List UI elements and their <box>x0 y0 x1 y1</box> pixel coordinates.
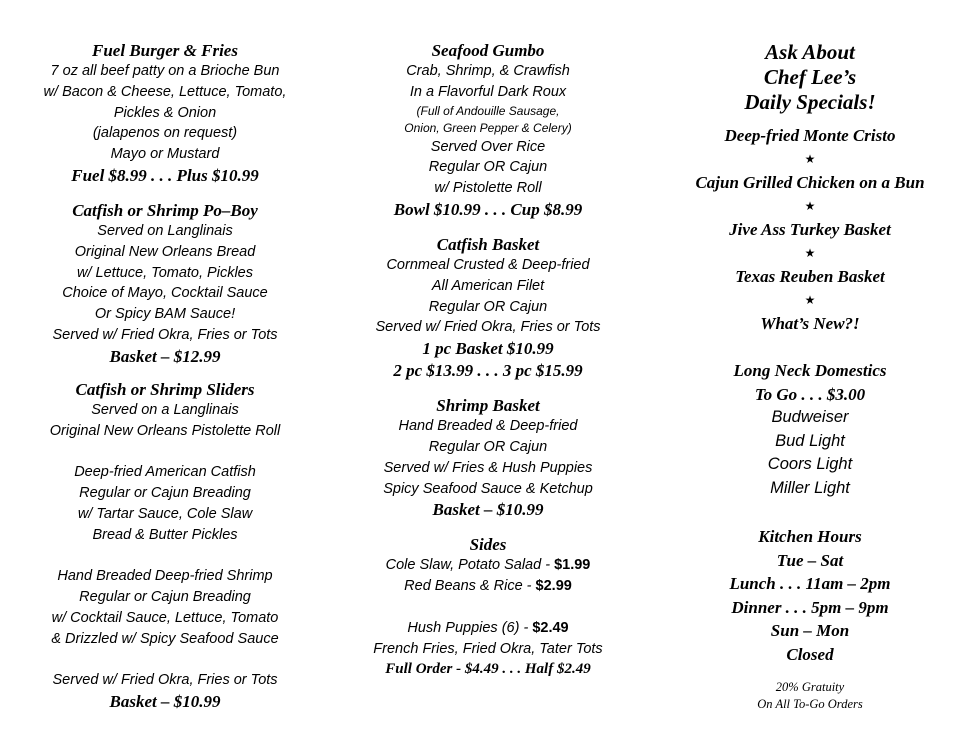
star-icon: ★ <box>804 198 816 213</box>
beer-item: Coors Light <box>767 455 853 473</box>
item-line: Bread & Butter Pickles <box>92 526 238 543</box>
item-line: Served on a Langlinais <box>91 401 239 418</box>
item-title: Catfish or Shrimp Po–Boy <box>72 200 258 220</box>
item-line: Hand Breaded & Deep-fried <box>398 418 578 435</box>
item-line: Regular OR Cajun <box>428 159 548 176</box>
item-line: w/ Cocktail Sauce, Lettuce, Tomato <box>51 609 279 626</box>
poboy-section <box>15 200 315 368</box>
item-line: Regular or Cajun Breading <box>79 484 251 501</box>
star-icon: ★ <box>804 245 816 260</box>
gratuity-note <box>660 679 960 713</box>
header-line: Ask About <box>765 40 855 64</box>
item-line: Choice of Mayo, Cocktail Sauce <box>62 285 268 302</box>
item-line: Deep-fried American Catfish <box>74 464 256 481</box>
item-line: Hand Breaded Deep-fried Shrimp <box>57 568 273 585</box>
hours-section <box>660 525 960 666</box>
item-price: Basket – $12.99 <box>109 346 221 366</box>
hours-title: Kitchen Hours <box>758 527 862 546</box>
hours-line: Tue – Sat <box>776 550 844 570</box>
item-title: Shrimp Basket <box>436 396 540 416</box>
special-item: Jive Ass Turkey Basket <box>729 220 891 239</box>
footer-line: On All To-Go Orders <box>757 697 863 711</box>
hours-line: Lunch . . . 11am – 2pm <box>729 574 891 593</box>
item-line: Served Over Rice <box>430 138 546 155</box>
item-price: Full Order - $4.49 . . . Half $2.49 <box>385 661 591 678</box>
beer-item: Budweiser <box>771 408 849 426</box>
beer-item: Miller Light <box>770 478 850 497</box>
item-line: Served w/ Fries & Hush Puppies <box>383 459 593 476</box>
shrimp-basket-section <box>338 395 638 521</box>
star-icon: ★ <box>804 151 816 166</box>
item-line: Pickles & Onion <box>113 104 217 121</box>
item-price: Fuel $8.99 . . . Plus $10.99 <box>71 165 259 185</box>
item-line: w/ Tartar Sauce, Cole Slaw <box>77 505 253 522</box>
beer-title: Long Neck Domestics <box>733 361 887 380</box>
item-line: (jalapenos on request) <box>92 125 238 142</box>
burger-section <box>15 40 315 187</box>
side-item: Red Beans & Rice - $2.99 <box>404 578 572 595</box>
beer-section <box>660 359 960 500</box>
item-line: w/ Pistolette Roll <box>434 180 542 197</box>
side-item: Hush Puppies (6) - $2.49 <box>407 619 569 636</box>
special-item: Texas Reuben Basket <box>735 267 885 286</box>
sides-section <box>338 534 638 679</box>
item-line: Mayo or Mustard <box>110 146 220 163</box>
side-item: French Fries, Fried Okra, Tater Tots <box>373 640 603 657</box>
hours-line: Closed <box>786 644 834 664</box>
special-item: What’s New?! <box>760 314 860 333</box>
item-line: Original New Orleans Bread <box>74 243 256 260</box>
hours-line: Sun – Mon <box>770 621 850 640</box>
item-price: Basket – $10.99 <box>432 500 544 520</box>
item-line: Or Spicy BAM Sauce! <box>94 306 236 323</box>
sliders-section <box>15 379 315 713</box>
item-line: Regular OR Cajun <box>428 298 548 315</box>
item-price: 2 pc $13.99 . . . 3 pc $15.99 <box>393 361 583 381</box>
item-line: Regular OR Cajun <box>428 438 548 455</box>
menu-column-3 <box>660 40 960 713</box>
item-small-line: (Full of Andouille Sausage, <box>416 103 560 118</box>
menu-column-1 <box>15 40 315 713</box>
item-title: Sides <box>469 535 507 555</box>
specials-list <box>660 124 960 336</box>
star-icon: ★ <box>804 292 816 307</box>
item-price: Basket – $10.99 <box>109 691 221 711</box>
item-line: Served on Langlinais <box>97 222 233 239</box>
item-line: & Drizzled w/ Spicy Seafood Sauce <box>51 630 279 647</box>
item-price: Bowl $10.99 . . . Cup $8.99 <box>393 199 583 219</box>
item-title: Catfish Basket <box>436 234 540 254</box>
item-line: Original New Orleans Pistolette Roll <box>49 422 281 439</box>
beer-item: Bud Light <box>775 431 845 450</box>
item-line: Spicy Seafood Sauce & Ketchup <box>383 480 593 497</box>
special-item: Deep-fried Monte Cristo <box>724 126 896 145</box>
special-item: Cajun Grilled Chicken on a Bun <box>695 173 925 192</box>
menu-column-2 <box>338 40 638 679</box>
item-price: 1 pc Basket $10.99 <box>422 339 554 359</box>
item-line: w/ Bacon & Cheese, Lettuce, Tomato, <box>43 83 287 100</box>
catfish-basket-section <box>338 234 638 382</box>
item-line: All American Filet <box>431 277 545 294</box>
header-line: Daily Specials! <box>744 90 876 114</box>
header-line: Chef Lee’s <box>763 65 857 89</box>
specials-header <box>660 40 960 115</box>
item-line: w/ Lettuce, Tomato, Pickles <box>77 264 253 281</box>
item-title: Fuel Burger & Fries <box>92 41 238 60</box>
item-line: Regular or Cajun Breading <box>79 588 251 605</box>
side-item: Cole Slaw, Potato Salad - $1.99 <box>385 557 591 574</box>
item-line: 7 oz all beef patty on a Brioche Bun <box>50 63 280 79</box>
item-title: Catfish or Shrimp Sliders <box>75 379 255 399</box>
item-line: Cornmeal Crusted & Deep-fried <box>386 256 590 273</box>
item-line: In a Flavorful Dark Roux <box>409 83 567 100</box>
hours-line: Dinner . . . 5pm – 9pm <box>731 597 889 617</box>
gumbo-section <box>338 40 638 221</box>
item-line: Served w/ Fried Okra, Fries or Tots <box>375 319 601 336</box>
item-title: Seafood Gumbo <box>431 41 545 60</box>
item-line: Served w/ Fried Okra, Fries or Tots <box>52 672 278 689</box>
item-small-line: Onion, Green Pepper & Celery) <box>404 120 572 135</box>
beer-price: To Go . . . $3.00 <box>754 384 866 404</box>
item-line: Crab, Shrimp, & Crawfish <box>406 63 570 79</box>
footer-line: 20% Gratuity <box>775 680 845 694</box>
item-line: Served w/ Fried Okra, Fries or Tots <box>52 326 278 343</box>
